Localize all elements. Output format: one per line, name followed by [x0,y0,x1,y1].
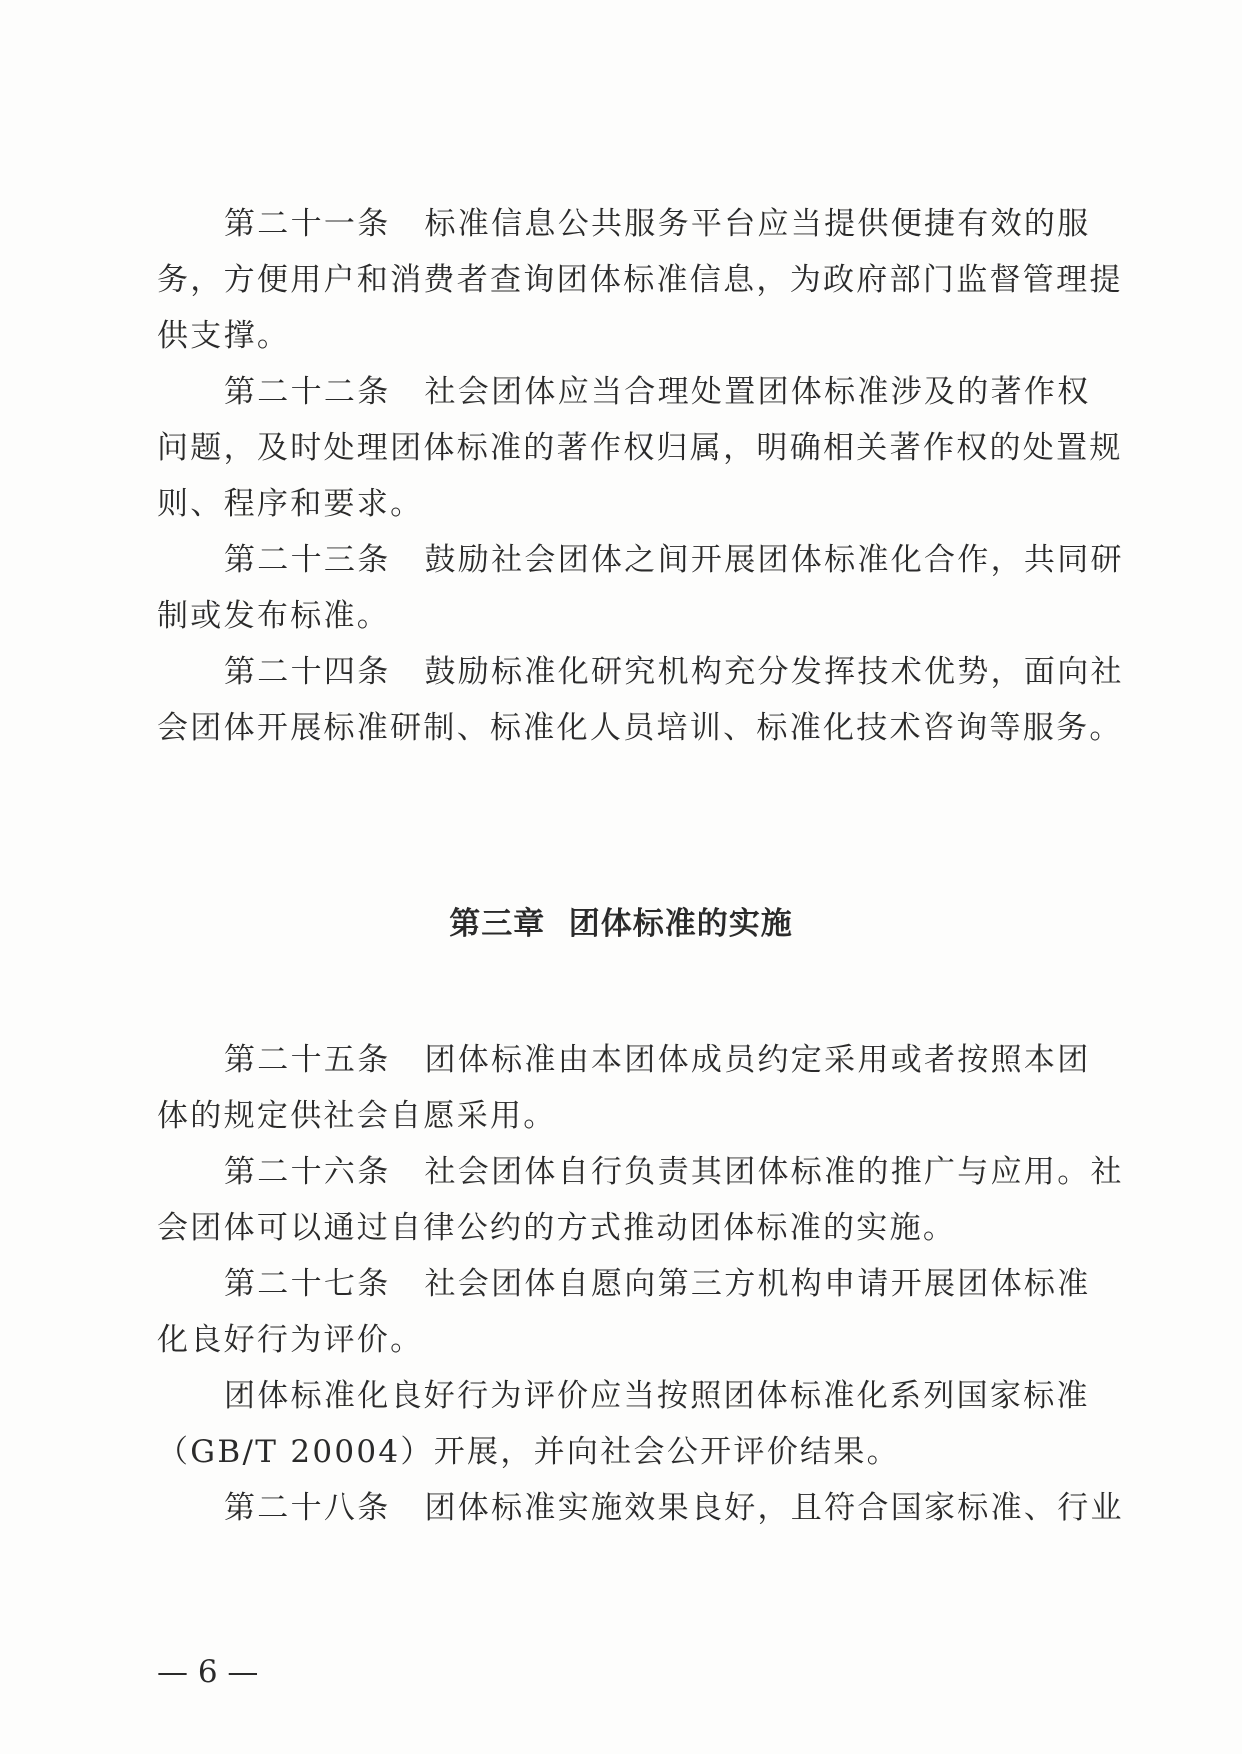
gbt-paragraph-first-line: 团体标准化良好行为评价应当按照团体标准化系列国家标准 [224,1378,1090,1414]
article-23-text: 鼓励社会团体之间开展团体标准化合作，共同研 [424,542,1124,578]
article-25-number: 第二十五条 [224,1042,391,1078]
chapter-heading: 第三章 团体标准的实施 [449,906,793,942]
article-27-text: 社会团体自愿向第三方机构申请开展团体标准 [424,1266,1091,1302]
article-26-number: 第二十六条 [224,1154,391,1190]
article-23-number: 第二十三条 [224,542,391,578]
article-28-first-line [224,1488,1124,1528]
article-24-line-2: 会团体开展标准研制、标准化人员培训、标准化技术咨询等服务。 [157,710,1123,746]
article-26-first-line [224,1152,1124,1192]
article-27-first-line [224,1264,1091,1304]
article-24-text: 鼓励标准化研究机构充分发挥技术优势，面向社 [424,654,1124,690]
article-22-line-3: 则、程序和要求。 [157,486,424,522]
article-21-line-3: 供支撑。 [157,318,291,354]
article-22-text: 社会团体应当合理处置团体标准涉及的著作权 [424,374,1091,410]
article-28-number: 第二十八条 [224,1490,391,1526]
page-number: — 6 — [157,1654,259,1690]
article-24-number: 第二十四条 [224,654,391,690]
article-22-first-line [224,372,1091,412]
article-23-first-line [224,540,1124,580]
article-21-first-line [224,204,1091,244]
article-21-number: 第二十一条 [224,206,391,242]
article-26-text: 社会团体自行负责其团体标准的推广与应用。社 [424,1154,1124,1190]
article-27-number: 第二十七条 [224,1266,391,1302]
article-24-first-line [224,652,1124,692]
article-26-line-2: 会团体可以通过自律公约的方式推动团体标准的实施。 [157,1210,957,1246]
article-22-line-2: 问题，及时处理团体标准的著作权归属，明确相关著作权的处置规 [157,430,1123,466]
article-21-line-2: 务，方便用户和消费者查询团体标准信息，为政府部门监督管理提 [157,262,1123,298]
article-25-first-line [224,1040,1091,1080]
article-21-text: 标准信息公共服务平台应当提供便捷有效的服 [424,206,1091,242]
article-27-line-2: 化良好行为评价。 [157,1322,424,1358]
gbt-paragraph-line-2: （GB/T 20004）开展，并向社会公开评价结果。 [157,1434,900,1470]
article-22-number: 第二十二条 [224,374,391,410]
article-25-text: 团体标准由本团体成员约定采用或者按照本团 [424,1042,1091,1078]
article-25-line-2: 体的规定供社会自愿采用。 [157,1098,557,1134]
article-28-text: 团体标准实施效果良好，且符合国家标准、行业 [424,1490,1124,1526]
article-23-line-2: 制或发布标准。 [157,598,391,634]
